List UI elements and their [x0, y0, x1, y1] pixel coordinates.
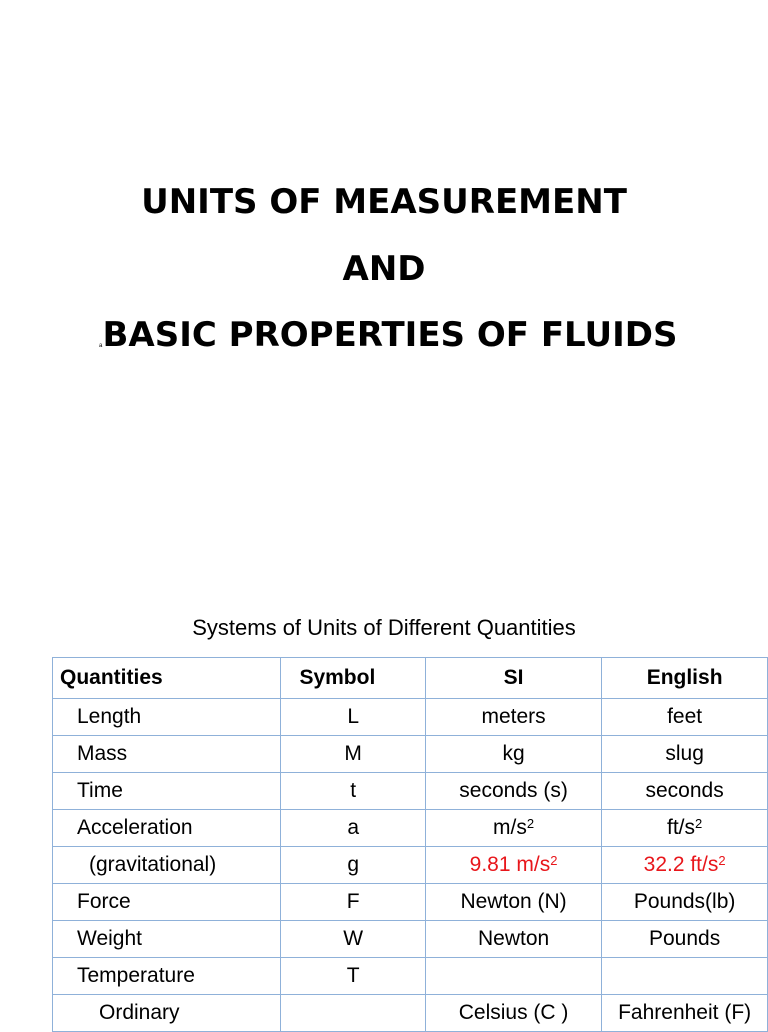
units-table [52, 657, 768, 1032]
table-row [53, 921, 768, 958]
cell-quantity: (gravitational) [53, 847, 281, 884]
cell-symbol: T [281, 958, 425, 995]
cell-si [425, 847, 601, 884]
cell-quantity: Force [53, 884, 281, 921]
cell-quantity: Temperature [53, 958, 281, 995]
cell-symbol: W [281, 921, 425, 958]
table-row [53, 958, 768, 995]
cell-symbol: M [281, 736, 425, 773]
cell-symbol [281, 995, 425, 1032]
cell-english [602, 847, 768, 884]
stray-mark: a [99, 343, 103, 349]
title-line-2: AND [342, 249, 426, 289]
cell-si: seconds (s) [425, 773, 601, 810]
cell-si: Newton (N) [425, 884, 601, 921]
table-row [53, 847, 768, 884]
cell-symbol: g [281, 847, 425, 884]
cell-symbol: a [281, 810, 425, 847]
table-header-row [53, 658, 768, 699]
cell-english: Pounds [602, 921, 768, 958]
cell-symbol: F [281, 884, 425, 921]
table-row [53, 736, 768, 773]
cell-quantity: Mass [53, 736, 281, 773]
table-row [53, 699, 768, 736]
table-row [53, 810, 768, 847]
title-line-1: UNITS OF MEASUREMENT [141, 182, 627, 222]
cell-quantity: Weight [53, 921, 281, 958]
cell-english: seconds [602, 773, 768, 810]
header-symbol: Symbol [281, 658, 425, 699]
si-value: m/s [493, 816, 527, 839]
header-si: SI [425, 658, 601, 699]
cell-si [425, 958, 601, 995]
cell-english: slug [602, 736, 768, 773]
cell-symbol: L [281, 699, 425, 736]
title-line-3: BASIC PROPERTIES OF FLUIDS [102, 315, 678, 355]
si-exponent: 2 [526, 816, 535, 831]
cell-si: Newton [425, 921, 601, 958]
table-row [53, 995, 768, 1032]
english-value: 32.2 ft/s [643, 853, 719, 876]
table-caption: Systems of Units of Different Quantities [192, 615, 576, 640]
cell-english: feet [602, 699, 768, 736]
cell-si [425, 810, 601, 847]
cell-english [602, 810, 768, 847]
cell-si: kg [425, 736, 601, 773]
cell-english [602, 958, 768, 995]
cell-quantity: Ordinary [53, 995, 281, 1032]
table-row [53, 884, 768, 921]
cell-english: Fahrenheit (F) [602, 995, 768, 1032]
english-exponent: 2 [695, 816, 703, 831]
english-value: ft/s [666, 816, 695, 839]
cell-english: Pounds(lb) [602, 884, 768, 921]
cell-si: meters [425, 699, 601, 736]
table-row [53, 773, 768, 810]
cell-symbol: t [281, 773, 425, 810]
header-english: English [602, 658, 768, 699]
cell-quantity: Time [53, 773, 281, 810]
cell-quantity: Length [53, 699, 281, 736]
english-exponent: 2 [718, 853, 726, 868]
cell-quantity: Acceleration [53, 810, 281, 847]
header-quantities: Quantities [53, 658, 281, 699]
si-value: 9.81 m/s [469, 853, 551, 876]
cell-si: Celsius (C ) [425, 995, 601, 1032]
si-exponent: 2 [550, 853, 558, 868]
